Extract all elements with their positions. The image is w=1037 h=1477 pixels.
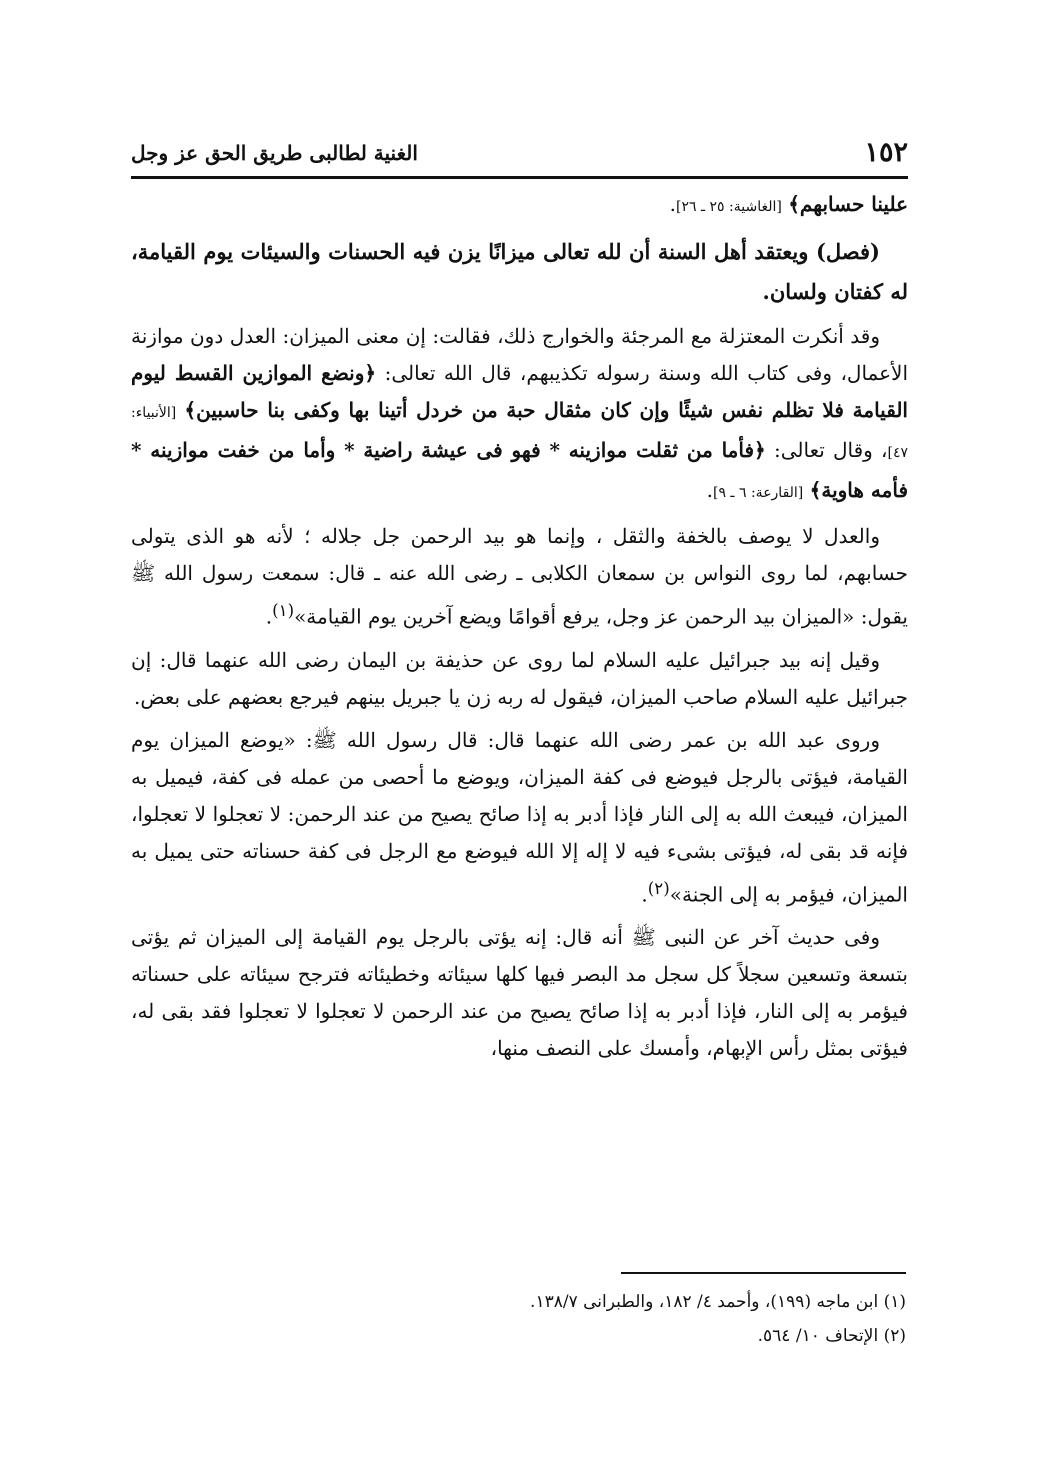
paragraph-justice [131,518,908,636]
footnote-marker[interactable]: (٢) [647,878,670,898]
paragraph-text: والعدل لا يوصف بالخفة والثقل ، وإنما هو بيد الرحمن جل جلاله ؛ لأنه هو الذى يتولى حسابهم، لما روى النواس بن سمعان الكلابى ـ رضى الله عنه ـ قال: سمعت رسول الله ﷺ يقول: «الميزان بيد الرحمن عز وجل، يرفع أقوامًا ويضع آخرين يوم القيامة» [131,524,908,629]
main-text [131,186,908,1073]
paragraph-text: وقد أنكرت المعتزلة مع المرجئة والخوارج ذلك، فقالت: إن معنى الميزان: العدل دون موازنة الأعمال، وفى كتاب الله وسنة رسوله تكذيبهم، قال الله تعالى: [131,324,909,385]
paragraph-hadith-sijill: وفى حديث آخر عن النبى ﷺ أنه قال: إنه يؤتى بالرجل يوم القيامة إلى الميزان ثم يؤتى بتسعة وتسعين سجلاً كل سجل مد البصر فيها كلها سيئاته وخطيئاته فترجح سيئاته على حسناته فيؤمر به إلى النار، فإذا أدبر به إذا صائح يصيح من عند الرحمن لا تعجلوا لا تعجلوا فقد بقى له، فيؤتى بمثل رأس الإبهام، وأمسك على النصف منها، [131,925,908,1061]
verse-reference: [الأنبياء: ٤٧] [131,405,909,461]
paragraph-jibril: وقيل إنه بيد جبرائيل عليه السلام لما روى عن حذيفة بن اليمان رضى الله عنهما قال: إن جبرائيل عليه السلام صاحب الميزان، فيقول له ربه زن يا جبريل بينهم فيرجع بعضهم على بعض. [131,647,908,709]
punctuation: . [669,192,676,216]
paragraph-text: وروى عبد الله بن عمر رضى الله عنهما قال: قال رسول الله ﷺ: «يوضع الميزان يوم القيامة، فيؤتى بالرجل فيوضع فى كفة الميزان، ويوضع ما أحصى من عمله فى كفة، فيميل به الميزان، فيبعث الله به إلى النار فإذا أدبر به إذا صائح يصيح من عند الرحمن: لا تعجلوا لا تعجلوا، فإنه قد بقى له، فيؤتى بشىء فيه لا إله إلا الله فيوضع مع الرجل فى كفة حسناته حتى يميل به الميزان، فيؤمر به إلى الجنة» [131,727,908,907]
paragraph-hadith-ibn-umar [131,722,908,914]
footnote-2: (٢) الإتحاف ١٠/ ٥٦٤. [757,1326,906,1346]
footnote-1: (١) ابن ماجه (١٩٩)، وأحمد ٤/ ١٨٢، والطبرانى ١٣٨/٧. [530,1292,906,1312]
quran-quote-end: علينا حسابهم﴾ [788,192,908,216]
page-number: ١٥٢ [864,137,908,168]
punctuation: . [641,882,648,907]
paragraph-text: ، وقال تعالى: [773,438,888,462]
quran-quote-qariah: ﴿فأما من ثقلت موازينه * فهو فى عيشة راضية * وأما من خفت موازينه * فأمه هاوية﴾ [131,438,908,502]
footnote-marker[interactable]: (١) [272,601,295,620]
footnote-separator [621,1272,906,1274]
punctuation: . [265,604,273,629]
section-heading: (فصل) ويعتقد أهل السنة أن لله تعالى ميزانًا يزن فيه الحسنات والسيئات يوم القيامة، له كفتان ولسان. [131,239,908,304]
page-header [131,128,908,172]
paragraph-continuation [131,186,908,226]
running-title: الغنية لطالبى طريق الحق عز وجل [131,141,418,165]
header-rule [131,176,908,179]
verse-reference: [الغاشية: ٢٥ ـ ٢٦] [676,199,782,215]
quran-quote-anbiya: ﴿ونضع الموازين القسط ليوم القيامة فلا تظلم نفس شيئًا وإن كان مثقال حبة من خردل أتينا بها وكفى بنا حاسبين﴾ [131,361,908,422]
paragraph-mutazila [131,318,908,512]
verse-reference: [القارعة: ٦ ـ ٩] [712,485,804,501]
punctuation: . [706,478,713,502]
footnotes [129,1285,906,1353]
